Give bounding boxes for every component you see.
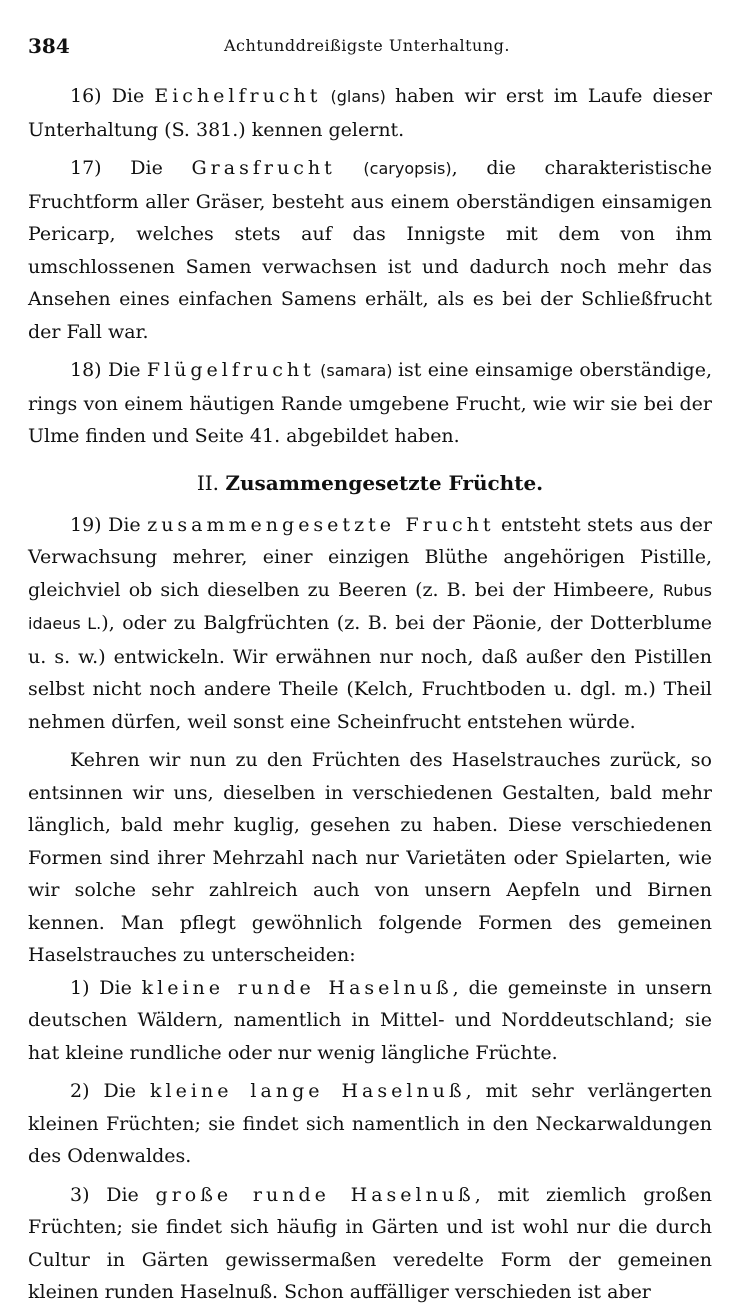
section-title: Zusammengesetzte Früchte.: [225, 470, 544, 495]
running-title: Achtunddreißigste Unterhaltung.: [224, 36, 510, 55]
paragraph-16: [28, 80, 712, 146]
term-grosse-runde-haselnuss: große runde Haselnuß: [155, 1183, 475, 1206]
paragraph-text: ist eine einsamige oberständige, rings von einem häutigen Rande umgebene Frucht, wie wir sie bei der Ulme finden und Seite 41. abgebildet haben.: [28, 359, 712, 447]
section-heading: [28, 467, 712, 499]
paragraph-19: [28, 509, 712, 739]
latin-term: (samara): [314, 361, 398, 380]
list-item-3: [28, 1179, 712, 1309]
paragraph-haselstrauch: [28, 744, 712, 972]
paragraph-text: ), oder zu Balgfrüchten (z. B. bei der Päonie, der Dotterblume u. s. w.) entwickeln. Wir erwähnen nur noch, daß außer den Pistillen selbst nicht noch andere Theile (Kelch, Fruchtboden u. dgl. m.) Theil nehmen dürfen, weil sonst eine Scheinfrucht entstehen würde.: [28, 612, 713, 733]
term-kleine-runde-haselnuss: kleine runde Haselnuß: [141, 976, 453, 999]
section-numeral: II.: [196, 470, 220, 495]
item-number: 19) Die: [70, 513, 148, 536]
paragraph-18: [28, 354, 712, 453]
paragraph-text: Kehren wir nun zu den Früchten des Haselstrauches zurück, so entsinnen wir uns, dieselben in verschiedenen Gestalten, bald mehr länglich, bald mehr kuglig, gesehen zu haben. Diese verschiedenen Formen sind ihrer Mehrzahl nach nur Varietäten oder Spielarten, wie wir solche sehr zahlreich auch von unsern Aepfeln und Birnen kennen. Man pflegt gewöhnlich folgende Formen des gemeinen Haselstrauches zu unterscheiden:: [28, 749, 712, 966]
term-eichelfrucht: Eichelfrucht: [154, 85, 322, 107]
term-grasfrucht: Grasfrucht: [191, 157, 336, 179]
paragraph-text: haben wir erst im Laufe dieser Unterhaltung (S. 381.) kennen gelernt.: [28, 85, 713, 141]
latin-term: (caryopsis): [335, 159, 452, 178]
paragraph-text: entsteht stets aus der Verwachsung mehrer, einer einzigen Blüthe angehörigen Pistille, gleichviel ob sich dieselben zu Beeren (z. B. bei der Himbeere,: [28, 513, 712, 601]
term-fluegelfrucht: Flügelfrucht: [146, 359, 315, 381]
list-item-1: [28, 972, 712, 1070]
page-number: 384: [28, 34, 70, 58]
latin-term: Rubus idaeus L.: [28, 580, 712, 633]
paragraph-text: , die gemeinste in unsern deutschen Wäldern, namentlich in Mittel- und Norddeutschland; sie hat kleine rundliche oder nur wenig längliche Früchte.: [28, 976, 712, 1064]
item-number: 18) Die: [70, 359, 147, 381]
paragraph-text: , mit ziemlich großen Früchten; sie findet sich häufig in Gärten und ist wohl nur die durch Cultur in Gärten gewissermaßen veredelte Form der gemeinen kleinen runden Haselnuß. Schon auffälliger verschieden ist aber: [28, 1183, 713, 1303]
paragraph-17: [28, 152, 712, 348]
item-number: 17) Die: [70, 157, 192, 179]
item-number: 16) Die: [70, 85, 155, 107]
term-kleine-lange-haselnuss: kleine lange Haselnuß: [150, 1080, 466, 1102]
item-number: 2) Die: [70, 1080, 151, 1102]
list-item-2: [28, 1075, 712, 1173]
paragraph-text: , mit sehr verlängerten kleinen Früchten; sie findet sich namentlich in den Neckarwaldungen des Odenwaldes.: [28, 1080, 712, 1167]
item-number: 3) Die: [70, 1183, 156, 1206]
body-text: [28, 80, 712, 1309]
latin-term: (glans): [321, 87, 396, 106]
item-number: 1) Die: [70, 976, 142, 999]
term-zusammengesetzte-frucht: zusammengesetzte Frucht: [147, 513, 495, 536]
paragraph-text: , die charakteristische Fruchtform aller Gräser, besteht aus einem oberständigen einsamigen Pericarp, welches stets auf das Innigste mit dem von ihm umschlossenen Samen verwachsen ist und dadurch noch mehr das Ansehen eines einfachen Samens erhält, als es bei der Schließfrucht der Fall war.: [28, 157, 712, 343]
page-header: [28, 34, 706, 60]
